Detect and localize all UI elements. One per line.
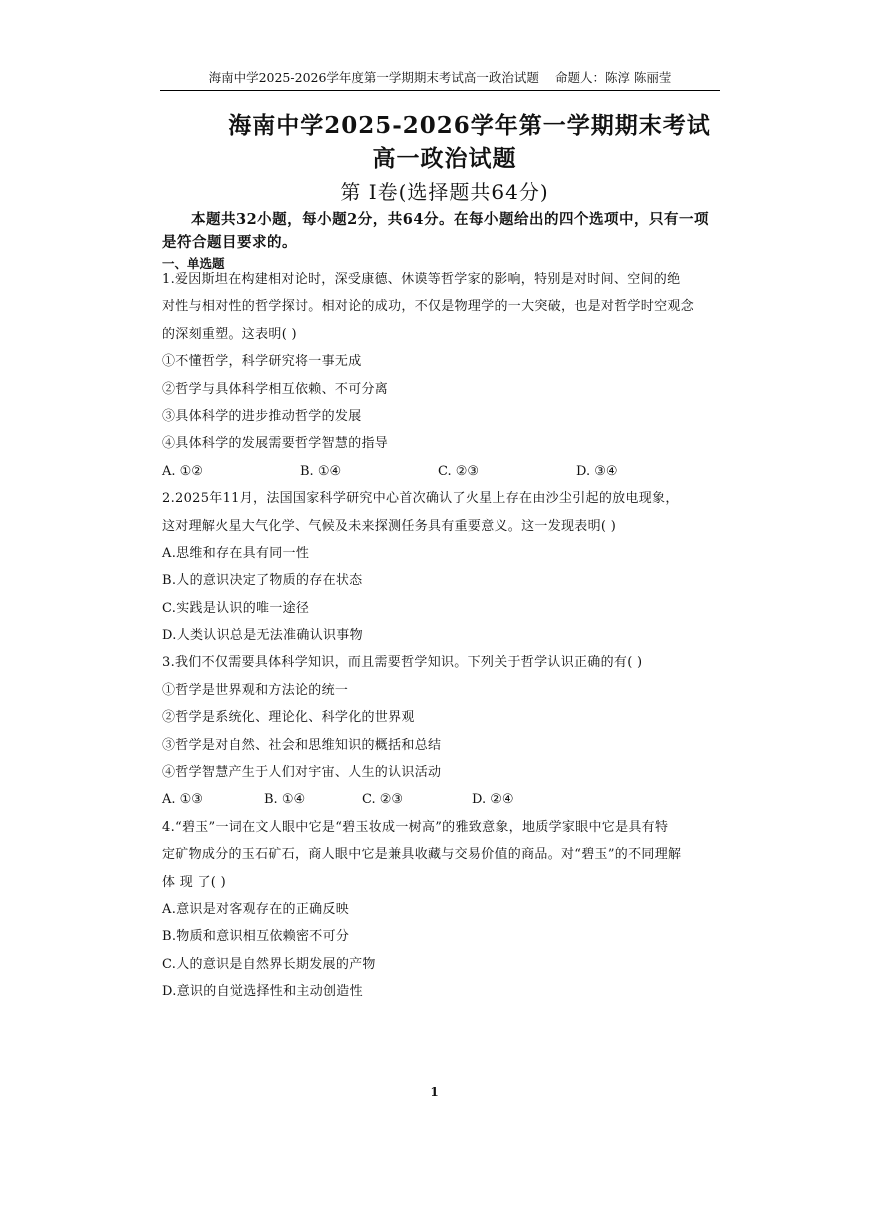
- statement-item: ①哲学是世界观和方法论的统一: [162, 682, 349, 698]
- option-c: C. ②③: [438, 463, 480, 479]
- statement-item: ④具体科学的发展需要哲学智慧的指导: [162, 436, 389, 452]
- option-b: B. ①④: [300, 463, 342, 479]
- running-header: [160, 68, 720, 91]
- choice-d: D.意识的自觉选择性和主动创造性: [162, 984, 363, 1000]
- option-d: D. ②④: [472, 792, 514, 808]
- option-row: [162, 786, 722, 813]
- question-list: [162, 266, 722, 1006]
- option-b: B. ①④: [264, 792, 306, 808]
- question-stem-line: 这对理解火星大气化学、气候及未来探测任务具有重要意义。这一发现表明( ): [162, 518, 617, 534]
- running-title: 海南中学2025-2026学年度第一学期期末考试高一政治试题: [208, 70, 539, 85]
- question-stem-line: 体 现 了( ): [162, 874, 226, 890]
- option-d: D. ③④: [576, 463, 618, 479]
- choice-a: A.意识是对客观存在的正确反映: [162, 901, 350, 917]
- question-stem-line: 的深刻重塑。这表明( ): [162, 326, 297, 342]
- choice-d: D.人类认识总是无法准确认识事物: [162, 628, 363, 644]
- statement-item: ②哲学与具体科学相互依赖、不可分离: [162, 381, 389, 397]
- question-4: [162, 814, 722, 1006]
- question-stem-line: 4.“碧玉”一词在文人眼中它是“碧玉妆成一树高”的雅致意象，地质学家眼中它是具有特: [162, 819, 669, 835]
- choice-a: A.思维和存在具有同一性: [162, 545, 310, 561]
- section-label: 一、单选题: [162, 256, 225, 271]
- choice-c: C.人的意识是自然界长期发展的产物: [162, 956, 376, 972]
- statement-item: ③具体科学的进步推动哲学的发展: [162, 408, 362, 424]
- question-1: [162, 266, 722, 485]
- statement-item: ②哲学是系统化、理论化、科学化的世界观: [162, 710, 415, 726]
- choice-b: B.人的意识决定了物质的存在状态: [162, 573, 363, 589]
- question-stem-line: 2.2025年11月，法国国家科学研究中心首次确认了火星上存在由沙尘引起的放电现象，: [162, 491, 679, 507]
- statement-item: ①不懂哲学，科学研究将一事无成: [162, 354, 362, 370]
- question-stem-line: 1.爱因斯坦在构建相对论时，深受康德、休谟等哲学家的影响，特别是对时间、空间的绝: [162, 272, 681, 287]
- question-3: [162, 649, 722, 813]
- option-c: C. ②③: [362, 792, 404, 808]
- option-row: [162, 458, 722, 485]
- option-a: A. ①③: [162, 792, 203, 808]
- exam-title-line1: 海南中学2025-2026学年第一学期期末考试: [228, 112, 711, 139]
- statement-item: ③哲学是对自然、社会和思维知识的概括和总结: [162, 737, 442, 753]
- question-stem-line: 定矿物成分的玉石矿石，商人眼中它是兼具收藏与交易价值的商品。对“碧玉”的不同理解: [162, 847, 682, 863]
- question-stem-line: 3.我们不仅需要具体科学知识，而且需要哲学知识。下列关于哲学认识正确的有( ): [162, 655, 643, 671]
- option-a: A. ①②: [162, 463, 203, 479]
- choice-c: C.实践是认识的唯一途径: [162, 600, 310, 616]
- part-title: 第 Ⅰ卷(选择题共64分): [340, 180, 549, 204]
- question-stem-line: 对性与相对性的哲学探讨。相对论的成功，不仅是物理学的一大突破，也是对哲学时空观念: [162, 299, 695, 315]
- instruction-text: 本题共32小题，每小题2分，共64分。在每小题给出的四个选项中，只有一项是符合题目要求的。: [162, 211, 709, 251]
- statement-item: ④哲学智慧产生于人们对宇宙、人生的认识活动: [162, 765, 442, 781]
- author-line: 命题人：陈淳 陈丽莹: [554, 70, 672, 85]
- page-number: 1: [430, 1085, 439, 1099]
- question-2: [162, 485, 722, 649]
- exam-title-line2: 高一政治试题: [372, 145, 517, 172]
- choice-b: B.物质和意识相互依赖密不可分: [162, 929, 350, 945]
